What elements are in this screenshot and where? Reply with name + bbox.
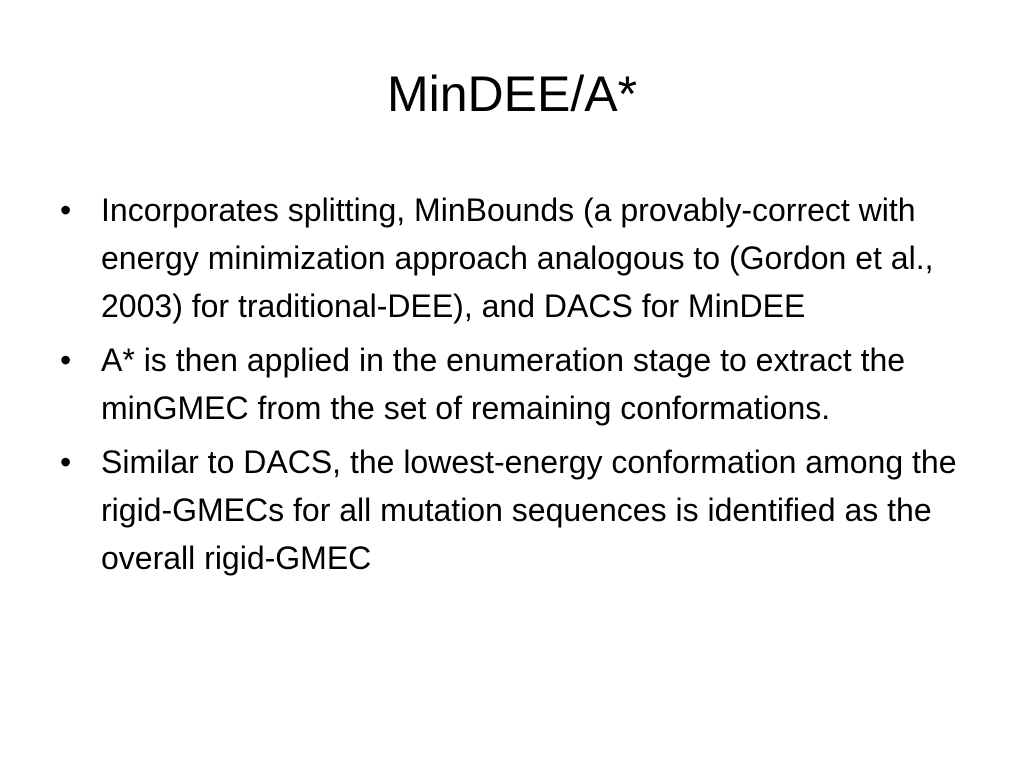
bullet-item bbox=[60, 336, 965, 432]
bullet-item bbox=[60, 438, 965, 582]
bullet-item bbox=[60, 186, 965, 330]
slide-title: MinDEE/A* bbox=[386, 66, 638, 122]
bullet-text: A* is then applied in the enumeration stage to extract the minGMEC from the set of remaining conformations. bbox=[101, 342, 906, 426]
bullet-icon: • bbox=[60, 192, 72, 228]
bullet-list bbox=[60, 186, 965, 588]
bullet-icon: • bbox=[60, 444, 72, 480]
bullet-text: Similar to DACS, the lowest-energy conformation among the rigid-GMECs for all mutation sequences is identified as the overall rigid-GMEC bbox=[101, 444, 957, 576]
bullet-icon: • bbox=[60, 342, 72, 378]
bullet-text: Incorporates splitting, MinBounds (a provably-correct with energy minimization approach analogous to (Gordon et al., 2003) for traditional-DEE), and DACS for MinDEE bbox=[101, 192, 934, 324]
